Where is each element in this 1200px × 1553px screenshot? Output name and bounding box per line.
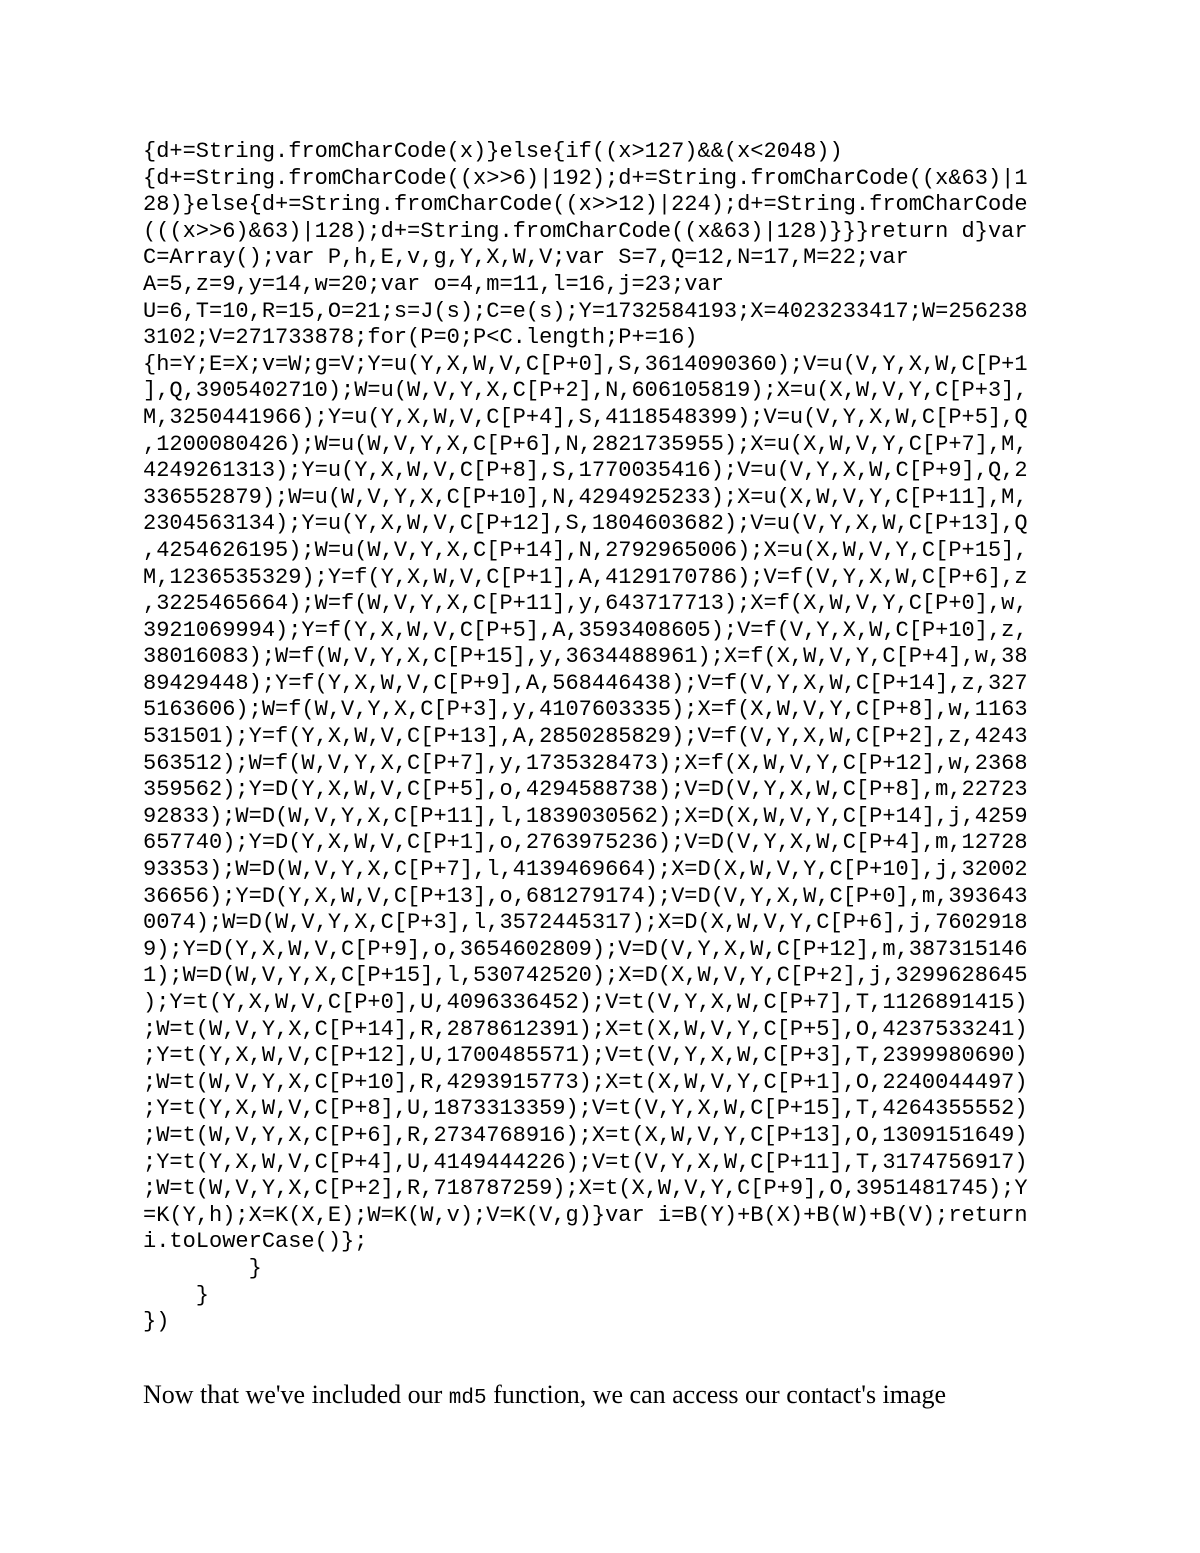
code-line: );Y=t(Y,X,W,V,C[P+0],U,4096336452);V=t(V,Y,X,W,C[P+7],T,1126891415) [143, 990, 1028, 1015]
code-line: A=5,z=9,y=14,w=20;var o=4,m=11,l=16,j=23;var [143, 271, 724, 297]
code-line: 5163606);W=f(W,V,Y,X,C[P+3],y,4107603335);X=f(X,W,V,Y,C[P+8],w,1163 [143, 697, 1028, 723]
code-line: ,4254626195);W=u(W,V,Y,X,C[P+14],N,2792965006);X=u(X,W,V,Y,C[P+15], [143, 537, 1028, 563]
code-line: ;W=t(W,V,Y,X,C[P+14],R,2878612391);X=t(X,W,V,Y,C[P+5],O,4237533241) [143, 1016, 1028, 1042]
code-line: =K(Y,h);X=K(X,E);W=K(W,v);V=K(V,g)}var i=B(Y)+B(X)+B(W)+B(V);return [143, 1202, 1028, 1228]
code-line: M,1236535329);Y=f(Y,X,W,V,C[P+1],A,4129170786);V=f(V,Y,X,W,C[P+6],z [143, 564, 1028, 590]
code-line: } [143, 1255, 262, 1281]
code-line: 38016083);W=f(W,V,Y,X,C[P+15],y,3634488961);X=f(X,W,V,Y,C[P+4],w,38 [143, 644, 1028, 670]
code-line: ;Y=t(Y,X,W,V,C[P+12],U,1700485571);V=t(V,Y,X,W,C[P+3],T,2399980690) [143, 1043, 1028, 1069]
code-line: C=Array();var P,h,E,v,g,Y,X,W,V;var S=7,Q=12,N=17,M=22;var [143, 245, 909, 271]
code-line: 3102;V=271733878;for(P=0;P<C.length;P+=16) [143, 325, 698, 351]
code-line: ;W=t(W,V,Y,X,C[P+10],R,4293915773);X=t(X,W,V,Y,C[P+1],O,2240044497) [143, 1069, 1028, 1095]
body-paragraph [143, 1380, 1103, 1414]
code-line: 359562);Y=D(Y,X,W,V,C[P+5],o,4294588738);V=D(V,Y,X,W,C[P+8],m,22723 [143, 777, 1028, 803]
code-line: 3921069994);Y=f(Y,X,W,V,C[P+5],A,3593408605);V=f(V,Y,X,W,C[P+10],z, [143, 617, 1028, 643]
code-line: 2304563134);Y=u(Y,X,W,V,C[P+12],S,1804603682);V=u(V,Y,X,W,C[P+13],Q [143, 511, 1028, 537]
code-line: 92833);W=D(W,V,Y,X,C[P+11],l,1839030562);X=D(X,W,V,Y,C[P+14],j,4259 [143, 803, 1028, 829]
code-line: 336552879);W=u(W,V,Y,X,C[P+10],N,4294925233);X=u(X,W,V,Y,C[P+11],M, [143, 484, 1028, 510]
code-line: }) [143, 1309, 170, 1335]
code-line: 4249261313);Y=u(Y,X,W,V,C[P+8],S,1770035416);V=u(V,Y,X,W,C[P+9],Q,2 [143, 458, 1028, 484]
code-line: 0074);W=D(W,V,Y,X,C[P+3],l,3572445317);X=D(X,W,V,Y,C[P+6],j,7602918 [143, 910, 1028, 936]
code-line: ;Y=t(Y,X,W,V,C[P+8],U,1873313359);V=t(V,Y,X,W,C[P+15],T,4264355552) [143, 1096, 1028, 1122]
inline-code-md5: md5 [448, 1387, 487, 1410]
code-line: U=6,T=10,R=15,O=21;s=J(s);C=e(s);Y=1732584193;X=4023233417;W=256238 [143, 298, 1028, 324]
code-line: 89429448);Y=f(Y,X,W,V,C[P+9],A,568446438);V=f(V,Y,X,W,C[P+14],z,327 [143, 670, 1028, 696]
code-line: 1);W=D(W,V,Y,X,C[P+15],l,530742520);X=D(X,W,V,Y,C[P+2],j,3299628645 [143, 963, 1028, 989]
code-line: ;W=t(W,V,Y,X,C[P+2],R,718787259);X=t(X,W,V,Y,C[P+9],O,3951481745);Y [143, 1176, 1028, 1202]
code-line: (((x>>6)&63)|128);d+=String.fromCharCode((x&63)|128)}}}return d}var [143, 218, 1028, 244]
code-line: {h=Y;E=X;v=W;g=V;Y=u(Y,X,W,V,C[P+0],S,3614090360);V=u(V,Y,X,W,C[P+1 [143, 351, 1028, 377]
code-block [143, 139, 1028, 1336]
code-line: } [143, 1282, 210, 1308]
code-line: {d+=String.fromCharCode(x)}else{if((x>127)&&(x<2048)) [143, 139, 843, 164]
paragraph-text-after: function, we can access our contact's image [486, 1380, 947, 1409]
code-line: 36656);Y=D(Y,X,W,V,C[P+13],o,681279174);V=D(V,Y,X,W,C[P+0],m,393643 [143, 883, 1028, 909]
code-line: ,3225465664);W=f(W,V,Y,X,C[P+11],y,643717713);X=f(X,W,V,Y,C[P+0],w, [143, 591, 1028, 617]
code-line: 563512);W=f(W,V,Y,X,C[P+7],y,1735328473);X=f(X,W,V,Y,C[P+12],w,2368 [143, 750, 1028, 776]
code-line: M,3250441966);Y=u(Y,X,W,V,C[P+4],S,4118548399);V=u(V,Y,X,W,C[P+5],Q [143, 404, 1028, 430]
code-line: 93353);W=D(W,V,Y,X,C[P+7],l,4139469664);X=D(X,W,V,Y,C[P+10],j,32002 [143, 857, 1028, 883]
code-line: ;Y=t(Y,X,W,V,C[P+4],U,4149444226);V=t(V,Y,X,W,C[P+11],T,3174756917) [143, 1149, 1028, 1175]
code-line: i.toLowerCase()}; [143, 1229, 368, 1255]
code-line: ,1200080426);W=u(W,V,Y,X,C[P+6],N,2821735955);X=u(X,W,V,Y,C[P+7],M, [143, 431, 1028, 457]
code-line: 28)}else{d+=String.fromCharCode((x>>12)|224);d+=String.fromCharCode [143, 192, 1028, 218]
code-line: 657740);Y=D(Y,X,W,V,C[P+1],o,2763975236);V=D(V,Y,X,W,C[P+4],m,12728 [143, 830, 1028, 856]
code-line: 531501);Y=f(Y,X,W,V,C[P+13],A,2850285829);V=f(V,Y,X,W,C[P+2],z,4243 [143, 724, 1028, 750]
code-line: {d+=String.fromCharCode((x>>6)|192);d+=String.fromCharCode((x&63)|1 [143, 165, 1028, 191]
code-line: ;W=t(W,V,Y,X,C[P+6],R,2734768916);X=t(X,W,V,Y,C[P+13],O,1309151649) [143, 1122, 1028, 1148]
paragraph-text-before: Now that we've included our [143, 1380, 449, 1409]
code-line: ],Q,3905402710);W=u(W,V,Y,X,C[P+2],N,606105819);X=u(X,W,V,Y,C[P+3], [143, 378, 1028, 404]
code-line: 9);Y=D(Y,X,W,V,C[P+9],o,3654602809);V=D(V,Y,X,W,C[P+12],m,387315146 [143, 936, 1028, 962]
